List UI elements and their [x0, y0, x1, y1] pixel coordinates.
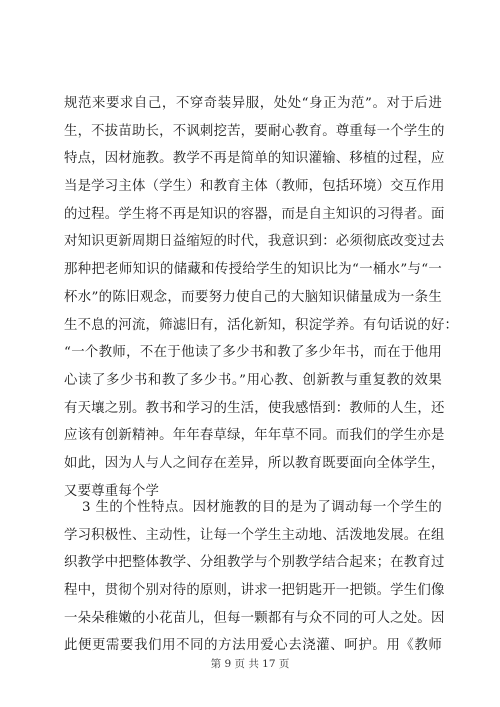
text-line: 又要尊重每个学 — [64, 483, 160, 499]
text-line: 学习积极性、主动性，让每一个学生主动地、活泼地发展。在组 — [64, 527, 445, 543]
text-line: 应该有创新精神。年年春草绿，年年草不同。而我们的学生亦是 — [64, 428, 445, 444]
text-line: 特点，因材施教。教学不再是简单的知识灌输、移植的过程，应 — [64, 151, 445, 167]
page-number-footer: 第 9 页 共 17 页 — [210, 658, 290, 670]
text-line: 织教学中把整体教学、分组教学与个别教学结合起来；在教育过 — [64, 555, 445, 571]
paragraph-2 — [64, 494, 445, 660]
paragraph-1 — [64, 90, 459, 505]
text-line: 有天壤之别。教书和学习的生活，使我感悟到：教师的人生，还 — [64, 400, 445, 416]
text-line: “一个教师，不在于他读了多少书和教了多少年书，而在于他用 — [64, 345, 442, 361]
text-line: 生不息的河流，筛滤旧有，活化新知，积淀学养。有句话说的好： — [64, 317, 459, 333]
text-line: 规范来要求自己，不穿奇装异服，处处“身正为范”。对于后进 — [64, 96, 442, 111]
text-line: 杯水”的陈旧观念，而要努力使自己的大脑知识储量成为一条生 — [64, 289, 442, 305]
text-line: 程中，贯彻个别对待的原则，讲求一把钥匙开一把锁。学生们像 — [64, 583, 445, 599]
text-line: 此便更需要我们用不同的方法用爱心去浇灌、呵护。用《教师 — [64, 638, 442, 654]
text-line: 当是学习主体（学生）和教育主体（教师，包括环境）交互作用 — [64, 179, 445, 195]
text-line: 生，不拔苗助长，不讽刺挖苦，要耐心教育。尊重每一个学生的 — [64, 123, 445, 139]
text-line: 那种把老师知识的储藏和传授给学生的知识比为“一桶水”与“一 — [64, 262, 442, 278]
text-line: 3 生的个性特点。因材施教的目的是为了调动每一个学生的 — [82, 500, 442, 515]
text-line: 对知识更新周期日益缩短的时代，我意识到：必须彻底改变过去 — [64, 234, 445, 250]
text-line: 如此，因为人与人之间存在差异，所以教育既要面向全体学生， — [64, 455, 445, 471]
text-line: 一朵朵稚嫩的小花苗儿，但每一颗都有与众不同的可人之处。因 — [64, 610, 445, 626]
text-line: 的过程。学生将不再是知识的容器，而是自主知识的习得者。面 — [64, 206, 445, 222]
text-line: 心读了多少书和教了多少书。”用心教、创新教与重复教的效果 — [64, 372, 442, 388]
